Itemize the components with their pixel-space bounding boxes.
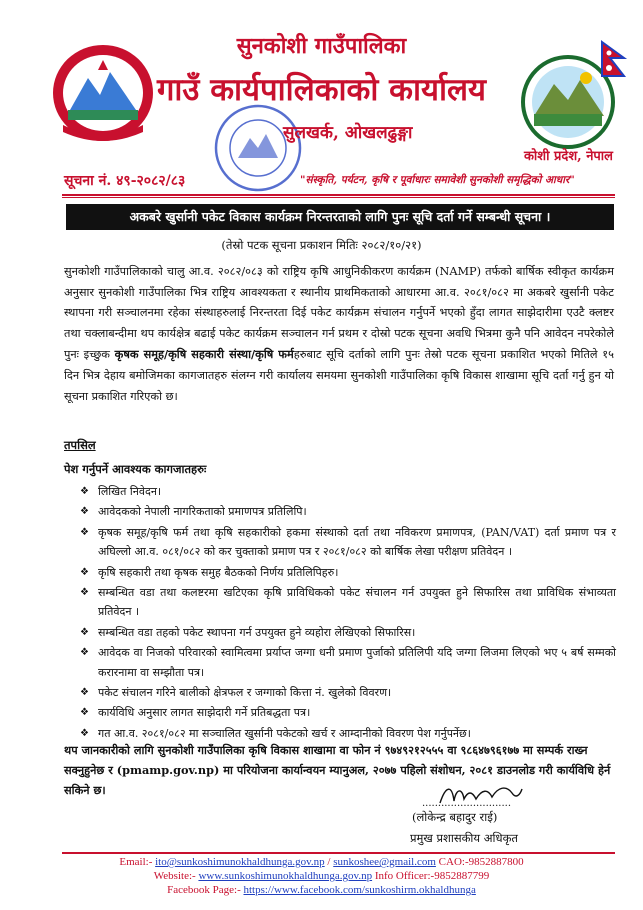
list-item: ❖ कार्यविधि अनुसार लागत साझेदारी गर्ने प्रतिबद्धता पत्र। (64, 703, 616, 722)
notice-body-part2: हरुबाट सूचि दर्ताको लागि पुनः तेस्रो पटक सूचना प्रकाशित भएको मितिले १५ दिन भित्र देहाय बमोजिमका कागजातहरु संलग्न गरी कार्यालय समयमा सुनकोशी गाउँपालिका कृषि विकास शाखामा सूचि दर्ता गर्नु हुन यो सूचना प्रकाशित गरिएको छ। (64, 348, 614, 403)
list-item: ❖ लिखित निवेदन। (64, 482, 616, 501)
header-divider-thin (62, 197, 615, 198)
notice-body-bold: कृषक समूह/कृषि सहकारी संस्था/कृषि फर्म (114, 347, 294, 362)
header-divider (62, 194, 615, 196)
list-item: ❖ सम्बन्धित वडा तहको पकेट स्थापना गर्न उपयुक्त हुने व्यहोरा लेखिएको सिफारिस। (64, 623, 616, 642)
diamond-bullet-icon: ❖ (80, 506, 89, 518)
signatory-title: प्रमुख प्रशासकीय अधिकृत (410, 831, 518, 845)
footer-facebook-line: Facebook Page:- https://www.facebook.com/sunkoshirm.okhaldhunga (167, 884, 476, 896)
diamond-bullet-icon: ❖ (80, 687, 89, 699)
list-item: ❖ आवेदक वा निजको परिवारको स्वामित्वमा प्रर्याप्त जग्गा धनी प्रमाण पुर्जाको प्रतिलिपी यदि जग्गा लिजमा लिएको भए ५ बर्ष सम्मको करारनामा वा सम्झौता पत्र। (64, 643, 616, 682)
schedule-heading: तपसिल (64, 438, 96, 452)
documents-heading: पेश गर्नुपर्ने आवश्यक कागजातहरुः (64, 462, 207, 476)
contact-info: थप जानकारीको लागि सुनकोशी गाउँपालिका कृषि विकास शाखामा वा फोन नं ९७४९२१२५५५ वा ९८६४७९६१७७ मा सम्पर्क राख्न सक्नुहुनेछ र (pmamp.gov.np) मा परियोजना कार्यान्वयन म्यानुअल, २०७७ पहिलो संशोधन, २०८१ डाउनलोड गरी कार्यविधि हेर्न सकिने छ। (64, 743, 611, 797)
office-stamp-icon (210, 100, 306, 196)
footer-email-line: Email:- ito@sunkoshimunokhaldhunga.gov.np / sunkoshee@gmail.com CAO:-9852887800 (119, 856, 524, 868)
gmail-link[interactable]: sunkoshee@gmail.com (333, 856, 436, 868)
list-item: ❖ सम्बन्धित वडा तथा कलष्टरमा खटिएका कृषि प्राविधिकको पकेट संचालन गर्न उपयुक्त हुने सिफारिस तथा प्राविधिक संभाव्यता प्रतिवेदन । (64, 583, 616, 622)
notice-body-part1: सुनकोशी गाउँपालिकाको चालु आ.व. २०८२/०८३ को राष्ट्रिय कृषि आधुनिकीकरण कार्यक्रम (NAMP) तर्फको बार्षिक स्वीकृत कार्यक्रम अनुसार सुनकोशी गाउँपालिका भित्र राष्ट्रिय आवश्यकता र स्थानीय प्राथमिकताको आधारमा आ.व. २०८१/०८२ मा अकबरे खुर्सानी पकेट स्थापना गरी सञ्चालनमा रहेका संस्थाहरुलाई निरन्तरता दिई पकेट कार्यक्रम संचालन गर्नुपर्ने भएको हुँदा लागत साझेदारीमा एउटै क्लष्टर तथा चक्लाबन्दीमा थप कार्यक्षेत्र बढाई पकेट कार्यक्रम सञ्चालन गर्न प्रथम र दोस्रो पटक सूचना अवधि भित्रमा कुनै पनि आवेदन नपरेकोले पुनः इच्छुक (64, 265, 614, 362)
list-item: ❖ आवेदकको नेपाली नागरिकताको प्रमाणपत्र प्रतिलिपि। (64, 502, 616, 521)
municipality-name: सुनकोशी गाउँपालिका (236, 33, 407, 59)
info-officer-phone: Info Officer:-9852887799 (372, 870, 490, 882)
province: कोशी प्रदेश, नेपाल (523, 149, 613, 164)
diamond-bullet-icon: ❖ (80, 566, 89, 578)
notice-title: अकबरे खुर्सानी पकेट विकास कार्यक्रम निरन्तरताको लागि पुनः सूचि दर्ता गर्ने सम्बन्धी सूचना । (66, 204, 614, 230)
notice-number: सूचना नं. ४९-२०८२/८३ (64, 173, 186, 189)
diamond-bullet-icon: ❖ (80, 707, 89, 719)
cao-phone: CAO:-9852887800 (435, 856, 524, 868)
diamond-bullet-icon: ❖ (80, 727, 89, 739)
notice-body (64, 262, 614, 407)
publication-date: (तेस्रो पटक सूचना प्रकाशन मितिः २०८२/१०/२१) (221, 238, 422, 252)
office-name: गाउँ कार्यपालिकाको कार्यालय (156, 72, 487, 108)
diamond-bullet-icon: ❖ (80, 526, 89, 538)
website-link[interactable]: www.sunkoshimunokhaldhunga.gov.np (198, 870, 373, 882)
diamond-bullet-icon: ❖ (80, 587, 89, 599)
list-item: ❖ पकेट संचालन गरिने बालीको क्षेत्रफल र जग्गाको कित्ता नं. खुलेको विवरण। (64, 683, 616, 702)
list-item: ❖ कृषक समूह/कृषि फर्म तथा कृषि सहकारीको हकमा संस्थाको दर्ता तथा नविकरण प्रमाणपत्र, (PAN/VAT) दर्ता प्रमाण पत्र र अघिल्लो आ.व. ०८१/०८२ को कर चुक्ताको प्रमाण पत्र र २०८१/०८२ को बार्षिक लेखा परीक्षण प्रतिवेदन । (64, 523, 616, 562)
motto: "संस्कृति, पर्यटन, कृषि र पूर्वाधारः समावेशी सुनकोशी समृद्धिको आधार" (300, 174, 575, 186)
office-location: सुलखर्क, ओखलढुङ्गा (283, 123, 413, 143)
diamond-bullet-icon: ❖ (80, 647, 89, 659)
facebook-link[interactable]: https://www.facebook.com/sunkoshirm.okhaldhunga (243, 884, 476, 896)
diamond-bullet-icon: ❖ (80, 626, 89, 638)
signature-line: ............................ (422, 798, 512, 809)
footer-divider (62, 852, 615, 854)
documents-list (64, 482, 616, 744)
signatory-name: (लोकेन्द्र बहादुर राई) (412, 810, 498, 824)
email-link[interactable]: ito@sunkoshimunokhaldhunga.gov.np (155, 856, 325, 868)
footer-website-line: Website:- www.sunkoshimunokhaldhunga.gov.np Info Officer:-9852887799 (153, 870, 490, 882)
diamond-bullet-icon: ❖ (80, 486, 89, 497)
list-item: ❖ कृषि सहकारी तथा कृषक समुह बैठकको निर्णय प्रतिलिपिहरु। (64, 563, 616, 582)
list-item: ❖ गत आ.व. २०८१/०८२ मा सञ्चालित खुर्सानी पकेटको खर्च र आम्दानीको विवरण पेश गर्नुपर्नेछ। (64, 724, 616, 743)
